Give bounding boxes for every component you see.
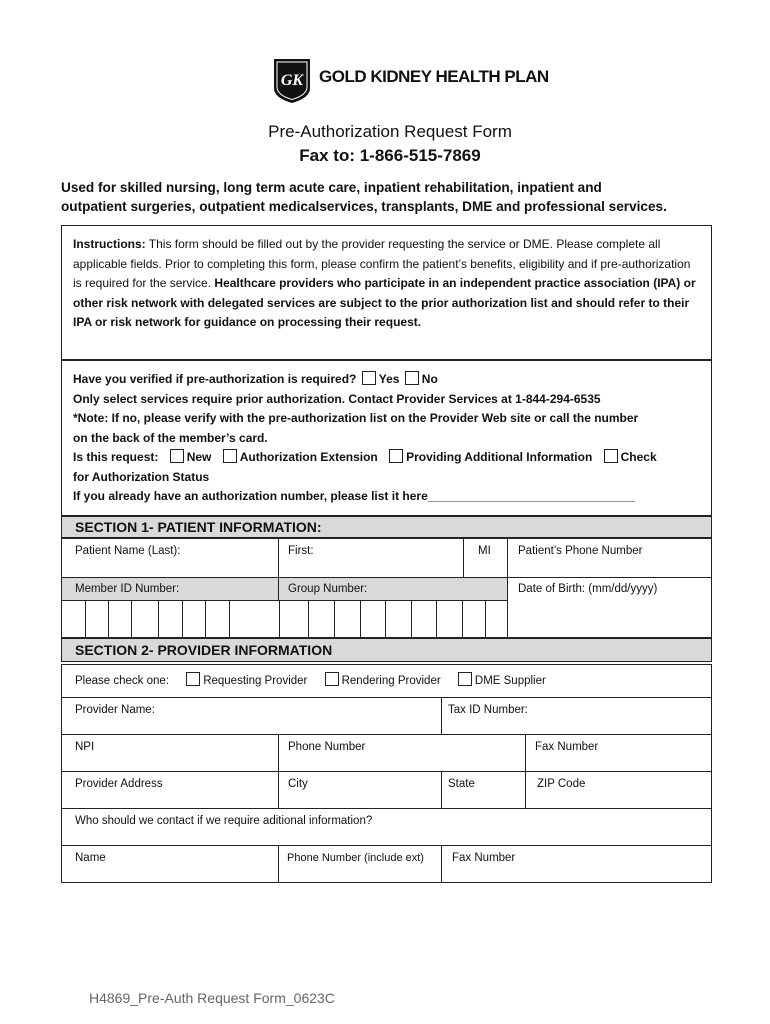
form-title: Pre-Authorization Request Form [268, 122, 512, 141]
digit-box-divider [411, 600, 412, 637]
npi-field[interactable] [61, 734, 279, 772]
new-checkbox[interactable] [170, 449, 184, 463]
provider-name-field[interactable] [61, 697, 442, 735]
logo-monogram: GK [280, 72, 304, 89]
group-number-label: Group Number: [288, 583, 368, 595]
no-checkbox[interactable] [405, 371, 419, 385]
new-label: New [186, 450, 212, 464]
additional-info-label: Providing Additional Information [406, 450, 593, 464]
additional-info-checkbox[interactable] [389, 449, 403, 463]
digit-box-divider [279, 600, 280, 637]
digit-box-divider [108, 600, 109, 637]
provider-fax-field[interactable] [525, 734, 712, 772]
digit-box-divider [462, 600, 463, 637]
dme-supplier-checkbox[interactable] [458, 672, 472, 686]
brand-name: GOLD KIDNEY HEALTH PLAN [319, 67, 549, 86]
contact-name-label: Name [75, 852, 106, 864]
provider-fax-label: Fax Number [535, 741, 599, 753]
patient-mi-field[interactable] [463, 538, 508, 578]
provider-phone-field[interactable] [278, 734, 526, 772]
verification-box [61, 360, 712, 516]
digit-box-divider [158, 600, 159, 637]
intro-line-2: outpatient surgeries, outpatient medicalservices, transplants, DME and professional services. [61, 199, 667, 214]
digit-box-divider [334, 600, 335, 637]
rendering-provider-label: Rendering Provider [341, 675, 441, 687]
contact-phone-field[interactable] [278, 845, 442, 883]
digit-box-divider [485, 600, 486, 637]
tax-id-field[interactable] [441, 697, 712, 735]
instructions-box [61, 225, 712, 360]
member-id-label: Member ID Number: [75, 583, 180, 595]
provider-name-label: Provider Name: [75, 704, 155, 716]
digit-box-divider [131, 600, 132, 637]
provider-phone-label: Phone Number [288, 741, 366, 753]
logo-shield-icon [273, 58, 311, 104]
yes-checkbox[interactable] [362, 371, 376, 385]
dme-supplier-label: DME Supplier [474, 675, 546, 687]
status-check-label-2: for Authorization Status [73, 469, 210, 484]
status-check-label: Check [620, 450, 657, 464]
city-field[interactable] [278, 771, 442, 809]
auth-number-line[interactable]: If you already have an authorization number, please list it here_______________________________ [73, 489, 635, 503]
digit-box-divider [229, 600, 230, 637]
digit-box-divider [308, 600, 309, 637]
digit-box-divider [436, 600, 437, 637]
patient-mi-label: MI [478, 545, 491, 557]
digit-box-divider [360, 600, 361, 637]
verify-line-3: *Note: If no, please verify with the pre-authorization list on the Provider Web site or call the number [73, 411, 639, 425]
member-id-label-cell [61, 577, 279, 601]
request-type-label: Is this request: [73, 450, 159, 464]
digit-box-divider [182, 600, 183, 637]
state-label: State [448, 778, 475, 790]
dob-label: Date of Birth: (mm/dd/yyyy) [518, 583, 658, 595]
city-label: City [288, 778, 308, 790]
patient-phone-field[interactable] [507, 538, 712, 578]
instructions-plain: This form should be filled out by the provider requesting the service or DME. Please complete all applicable fields. Prior to completing this form, please confirm the patient’s benefits, eligibility and if pre-authorization is required for the service. [73, 237, 691, 290]
form-footer-code: H4869_Pre-Auth Request Form_0623C [89, 990, 335, 1006]
provider-type-row [61, 664, 712, 698]
intro-text [61, 178, 731, 216]
intro-line-1: Used for skilled nursing, long term acute care, inpatient rehabilitation, inpatient and [61, 180, 602, 195]
instructions-label: Instructions: [73, 237, 146, 251]
npi-label: NPI [75, 741, 95, 753]
verify-line-4: on the back of the member’s card. [73, 430, 268, 445]
rendering-provider-checkbox[interactable] [325, 672, 339, 686]
check-one-label: Please check one: [75, 675, 169, 687]
digit-box-divider [205, 600, 206, 637]
tax-id-label: Tax ID Number: [448, 704, 528, 716]
section-2-header: SECTION 2- PROVIDER INFORMATION [61, 638, 712, 662]
extension-label: Authorization Extension [239, 450, 378, 464]
zip-label: ZIP Code [537, 778, 586, 790]
extension-checkbox[interactable] [223, 449, 237, 463]
contact-fax-label: Fax Number [452, 852, 516, 864]
requesting-provider-checkbox[interactable] [186, 672, 200, 686]
contact-fax-field[interactable] [441, 845, 712, 883]
contact-question-row [61, 808, 712, 846]
provider-address-label: Provider Address [75, 778, 163, 790]
provider-address-field[interactable] [61, 771, 279, 809]
contact-name-field[interactable] [61, 845, 279, 883]
patient-last-name-label: Patient Name (Last): [75, 545, 181, 557]
patient-first-name-label: First: [288, 545, 314, 557]
patient-phone-label: Patient’s Phone Number [518, 545, 643, 557]
no-label: No [421, 372, 438, 386]
contact-question-label: Who should we contact if we require aditional information? [75, 815, 373, 827]
member-id-digit-boxes[interactable] [61, 600, 508, 638]
yes-label: Yes [378, 372, 400, 386]
section-1-header: SECTION 1- PATIENT INFORMATION: [61, 516, 712, 538]
contact-phone-label: Phone Number (include ext) [287, 852, 424, 864]
patient-first-name-field[interactable] [278, 538, 464, 578]
zip-field[interactable] [525, 771, 712, 809]
fax-number: Fax to: 1-866-515-7869 [299, 146, 481, 165]
digit-box-divider [385, 600, 386, 637]
dob-field[interactable] [507, 577, 712, 638]
digit-box-divider [85, 600, 86, 637]
verify-line-2: Only select services require prior authorization. Contact Provider Services at 1-844-294-6535 [73, 391, 601, 406]
verify-question: Have you verified if pre-authorization is required? [73, 372, 357, 386]
status-check-checkbox[interactable] [604, 449, 618, 463]
state-field[interactable] [441, 771, 526, 809]
instructions-bold: Healthcare providers who participate in an independent practice association (IPA) or other risk network with delegated services are subject to the prior authorization list and should refer to their IPA or risk network for guidance on processing their request. [73, 276, 696, 329]
patient-last-name-field[interactable] [61, 538, 279, 578]
group-number-label-cell [278, 577, 508, 601]
requesting-provider-label: Requesting Provider [203, 675, 308, 687]
